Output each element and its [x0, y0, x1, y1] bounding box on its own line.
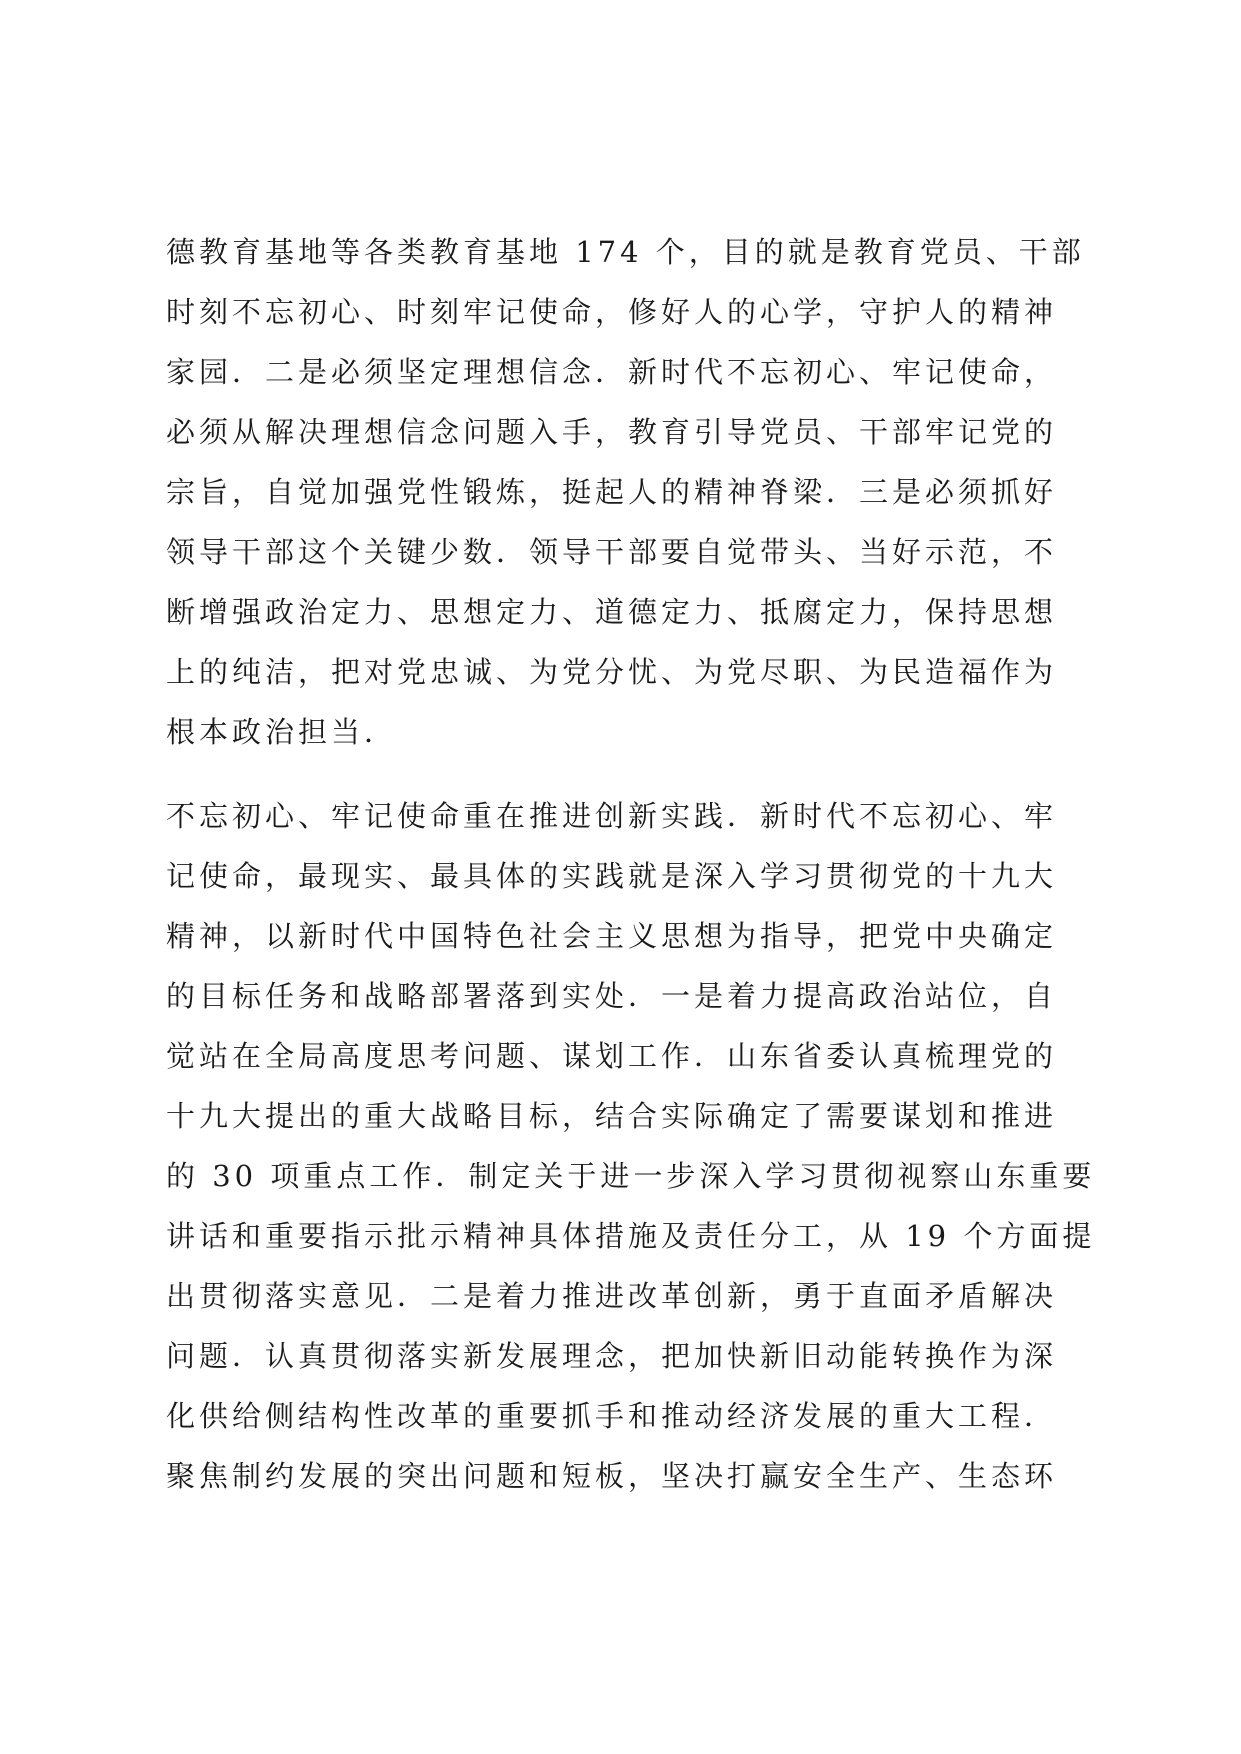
paragraph-2 — [166, 786, 1095, 1506]
text-line: 德教育基地等各类教育基地 174 个，目的就是教育党员、干部 — [166, 235, 1085, 269]
text-line: 的 30 项重点工作．制定关于进一步深入学习贯彻视察山东重要 — [166, 1159, 1096, 1193]
text-line: 化供给侧结构性改革的重要抓手和推动经济发展的重大工程． — [166, 1399, 1058, 1433]
text-line: 聚焦制约发展的突出问题和短板，坚决打赢安全生产、生态环 — [166, 1459, 1058, 1493]
text-line: 上的纯洁，把对党忠诚、为党分忧、为党尽职、为民造福作为 — [166, 655, 1058, 689]
text-line: 断增强政治定力、思想定力、道德定力、抵腐定力，保持思想 — [166, 595, 1058, 629]
text-line: 必须从解决理想信念问题入手，教育引导党员、干部牢记党的 — [166, 415, 1058, 449]
text-line: 根本政治担当． — [166, 715, 398, 749]
text-line: 十九大提出的重大战略目标，结合实际确定了需要谋划和推进 — [166, 1099, 1058, 1133]
paragraph-1 — [166, 222, 1085, 762]
text-line: 家园．二是必须坚定理想信念．新时代不忘初心、牢记使命， — [166, 355, 1058, 389]
text-line: 出贯彻落实意见．二是着力推进改革创新，勇于直面矛盾解决 — [166, 1279, 1058, 1313]
text-line: 宗旨，自觉加强党性锻炼，挺起人的精神脊梁．三是必须抓好 — [166, 475, 1058, 509]
text-line: 问题．认真贯彻落实新发展理念，把加快新旧动能转换作为深 — [166, 1339, 1058, 1373]
text-line: 精神，以新时代中国特色社会主义思想为指导，把党中央确定 — [166, 919, 1058, 953]
text-line: 讲话和重要指示批示精神具体措施及责任分工，从 19 个方面提 — [166, 1219, 1096, 1253]
text-line: 记使命，最现实、最具体的实践就是深入学习贯彻党的十九大 — [166, 859, 1058, 893]
text-line: 的目标任务和战略部署落到实处．一是着力提高政治站位，自 — [166, 979, 1058, 1013]
text-line: 觉站在全局高度思考问题、谋划工作．山东省委认真梳理党的 — [166, 1039, 1058, 1073]
text-line: 不忘初心、牢记使命重在推进创新实践．新时代不忘初心、牢 — [166, 799, 1058, 833]
text-line: 时刻不忘初心、时刻牢记使命，修好人的心学，守护人的精神 — [166, 295, 1058, 329]
text-line: 领导干部这个关键少数．领导干部要自觉带头、当好示范，不 — [166, 535, 1058, 569]
